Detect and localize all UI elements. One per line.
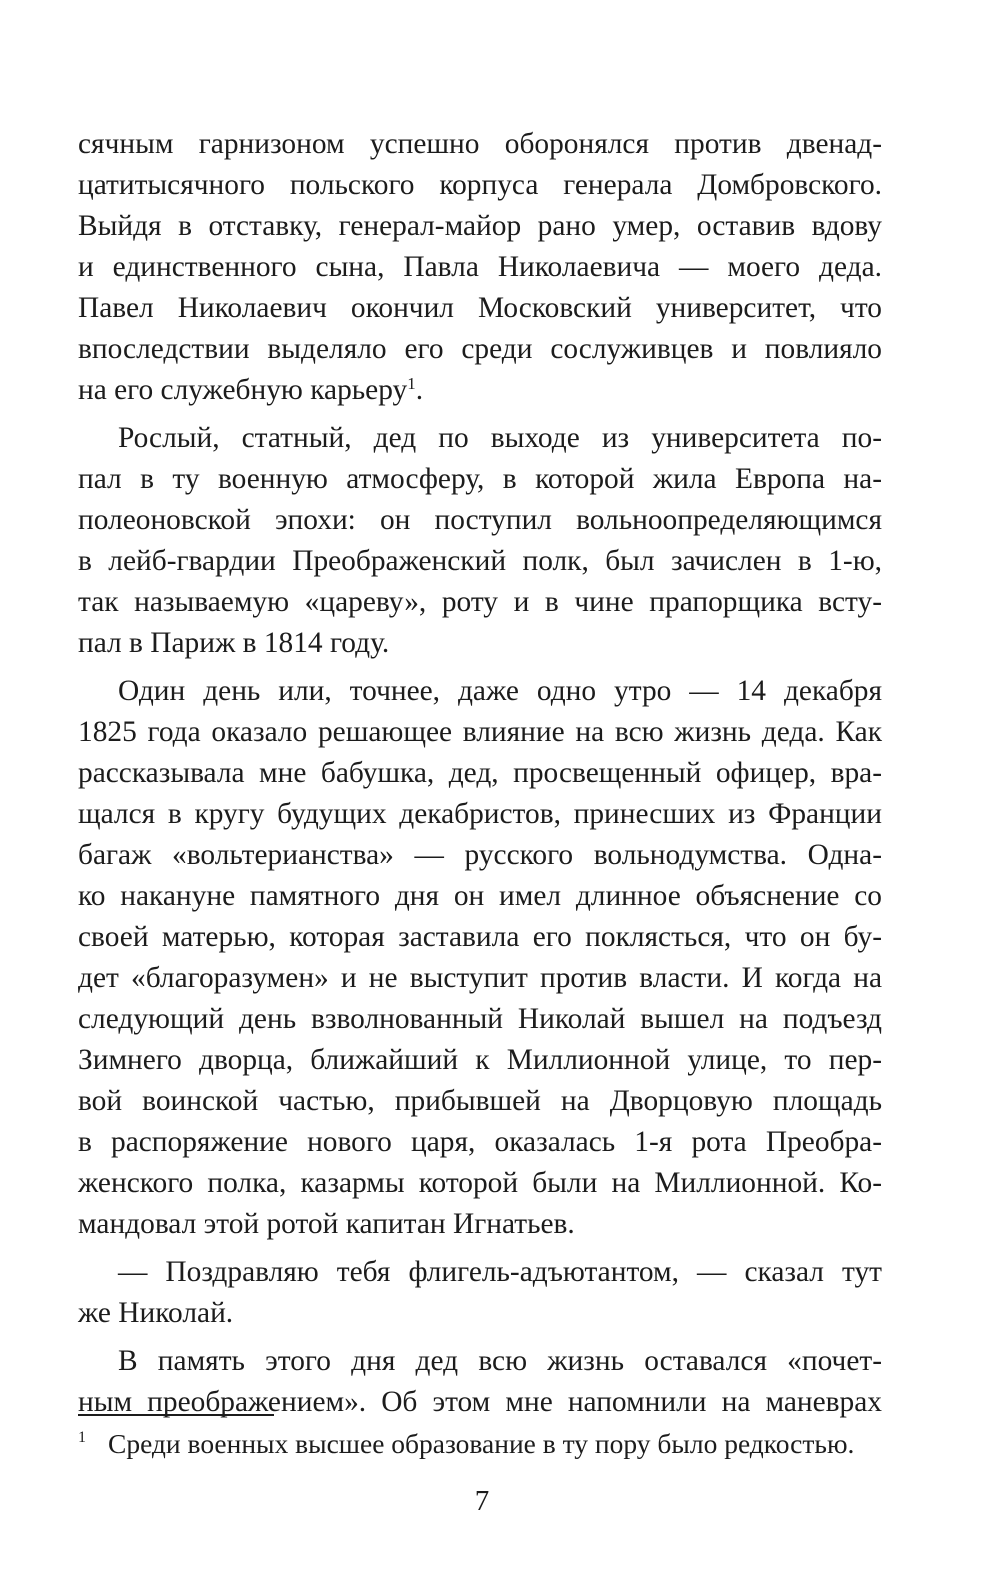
- text-line: в распоряжение нового царя, оказалась 1-я рота Преобра-: [78, 1126, 882, 1158]
- text-line: сячным гарнизоном успешно оборонялся против двенад-: [78, 128, 882, 160]
- paragraph: [78, 1252, 882, 1334]
- text-line: — Поздравляю тебя флигель-адъютантом, — сказал тут: [118, 1256, 882, 1288]
- text-line: цатитысячного польского корпуса генерала Домбровского.: [78, 169, 882, 201]
- text-line: дет «благоразумен» и не выступит против власти. И когда на: [78, 962, 882, 994]
- text-line: ным преображением». Об этом мне напомнили на маневрах: [78, 1386, 882, 1418]
- paragraph: [78, 671, 882, 1245]
- text-line: пал в Париж в 1814 году.: [78, 627, 390, 659]
- text-line: пал в ту военную атмосферу, в которой жила Европа на-: [78, 463, 882, 495]
- text-line: своей матерью, которая заставила его поклясться, что он бу-: [78, 921, 882, 953]
- text-line: В память этого дня дед всю жизнь оставался «почет-: [118, 1345, 882, 1377]
- footnote: 1 Среди военных высшее образование в ту пору было редкостью.: [78, 1428, 855, 1459]
- page-number: 7: [474, 1485, 490, 1517]
- text-line: и единственного сына, Павла Николаевича — моего деда.: [78, 251, 882, 283]
- text-line-tail: .: [415, 374, 424, 406]
- text-line: следующий день взволнованный Николай вышел на подъезд: [78, 1003, 882, 1035]
- text-line: рассказывала мне бабушка, дед, просвещенный офицер, вра-: [78, 757, 882, 789]
- paragraph: [78, 1341, 882, 1423]
- text-line: же Николай.: [78, 1297, 234, 1329]
- text-line: багаж «вольтерианства» — русского вольнодумства. Одна-: [78, 839, 882, 871]
- text-line: Выйдя в отставку, генерал-майор рано умер, оставив вдову: [78, 210, 882, 242]
- text-line: мандовал этой ротой капитан Игнатьев.: [78, 1208, 575, 1240]
- text-line-body: на его служебную карьеру: [78, 374, 408, 406]
- text-line: вой воинской частью, прибывшей на Дворцовую площадь: [78, 1085, 882, 1117]
- paragraph: [78, 124, 882, 411]
- body-text: [78, 124, 882, 1423]
- text-line: впоследствии выделяло его среди сослуживцев и повлияло: [78, 333, 882, 365]
- text-line: щался в кругу будущих декабристов, принесших из Франции: [78, 798, 882, 830]
- text-line: Один день или, точнее, даже одно утро — 14 декабря: [118, 675, 882, 707]
- text-line: [78, 370, 882, 411]
- footnote-divider: [78, 1414, 274, 1416]
- text-line: полеоновской эпохи: он поступил вольноопределяющимся: [78, 504, 882, 536]
- text-line: Павел Николаевич окончил Московский университет, что: [78, 292, 882, 324]
- text-line: так называемую «цареву», роту и в чине прапорщика всту-: [78, 586, 882, 618]
- footnote-reference: 1: [407, 373, 416, 393]
- text-line: в лейб-гвардии Преображенский полк, был зачислен в 1-ю,: [78, 545, 882, 577]
- text-line: женского полка, казармы которой были на Миллионной. Ко-: [78, 1167, 882, 1199]
- text-line: ко накануне памятного дня он имел длинное объяснение со: [78, 880, 882, 912]
- footnote-text: Среди военных высшее образование в ту пору было редкостью.: [108, 1428, 855, 1459]
- text-line: 1825 года оказало решающее влияние на всю жизнь деда. Как: [78, 716, 882, 748]
- paragraph: [78, 418, 882, 664]
- text-line: Рослый, статный, дед по выходе из университета по-: [118, 422, 882, 454]
- text-line: Зимнего дворца, ближайший к Миллионной улице, то пер-: [78, 1044, 882, 1076]
